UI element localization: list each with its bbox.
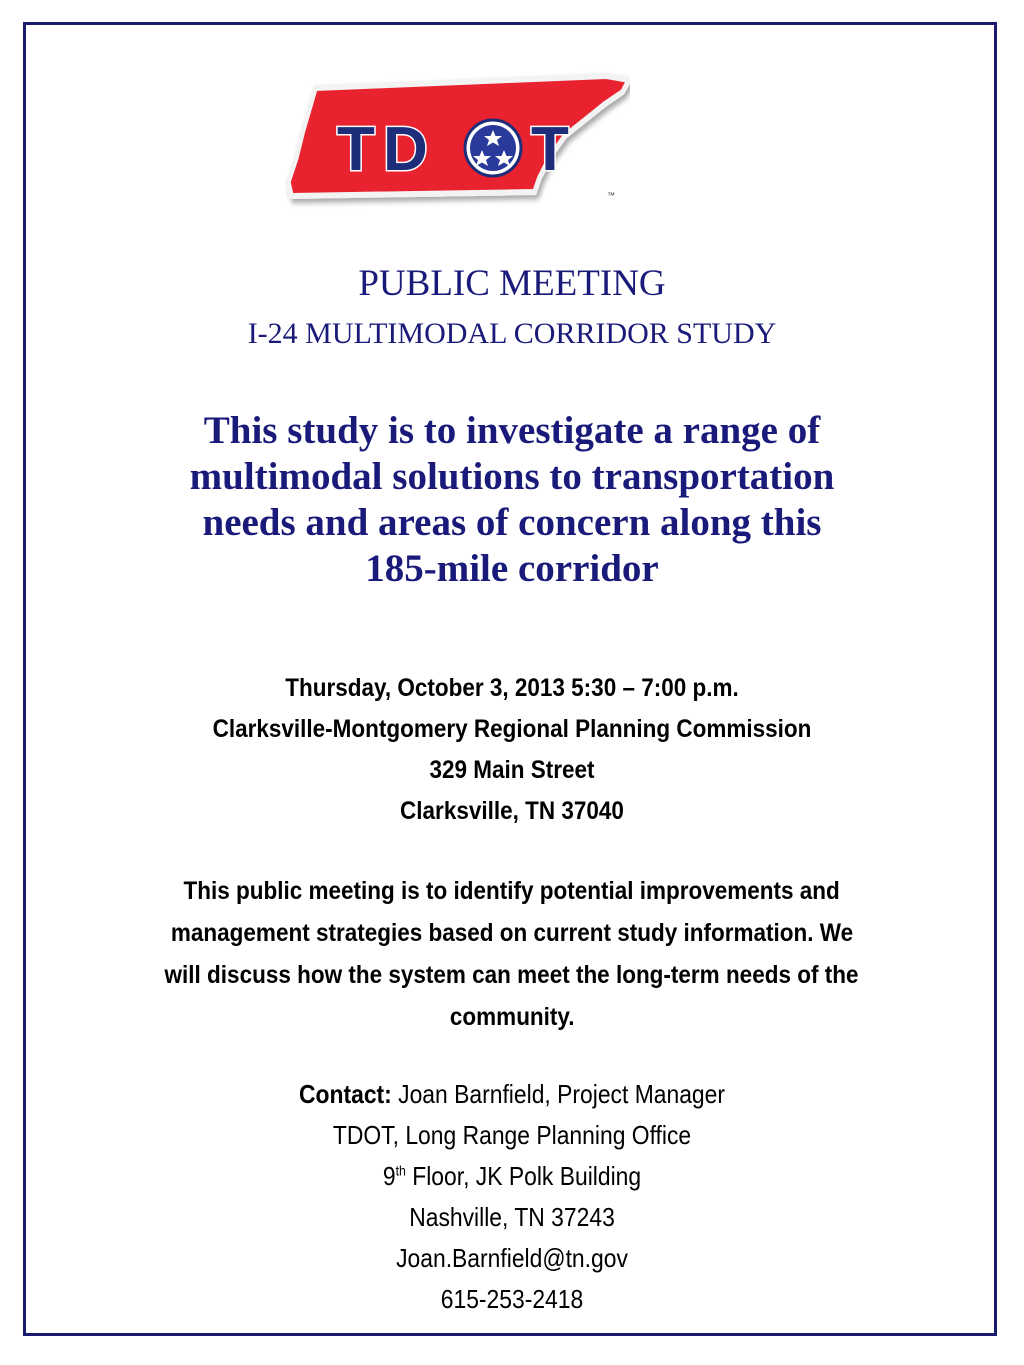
svg-text:T: T bbox=[531, 115, 569, 184]
meeting-details bbox=[0, 668, 1024, 832]
page-subtitle: I-24 MULTIMODAL CORRIDOR STUDY bbox=[247, 317, 777, 350]
contact-label: Contact: bbox=[298, 1079, 392, 1109]
meeting-venue: Clarksville-Montgomery Regional Planning Commission bbox=[212, 715, 812, 743]
contact-floor-number: 9 bbox=[382, 1161, 396, 1191]
purpose-line: This public meeting is to identify potential improvements and bbox=[183, 877, 841, 905]
contact-floor-suffix: th bbox=[395, 1162, 406, 1179]
meeting-street: 329 Main Street bbox=[429, 756, 595, 784]
lead-line: This study is to investigate a range of bbox=[203, 409, 821, 452]
trademark-symbol: ™ bbox=[607, 191, 615, 200]
purpose-line: will discuss how the system can meet the long-term needs of the bbox=[165, 961, 859, 989]
lead-line: needs and areas of concern along this bbox=[202, 501, 822, 544]
lead-line: 185-mile corridor bbox=[365, 547, 659, 590]
purpose-line: management strategies based on current study information. We bbox=[170, 919, 854, 947]
contact-city: Nashville, TN 37243 bbox=[409, 1202, 615, 1232]
study-description bbox=[100, 408, 924, 592]
tennessee-shape-icon bbox=[285, 70, 630, 215]
svg-text:T: T bbox=[337, 115, 375, 184]
lead-line: multimodal solutions to transportation bbox=[189, 455, 835, 498]
contact-phone: 615-253-2418 bbox=[440, 1284, 584, 1314]
meeting-city: Clarksville, TN 37040 bbox=[400, 797, 624, 825]
contact-name: Joan Barnfield, Project Manager bbox=[391, 1079, 726, 1109]
page-title: PUBLIC MEETING bbox=[358, 263, 666, 304]
contact-floor-building: Floor, JK Polk Building bbox=[405, 1161, 642, 1191]
purpose-line: community. bbox=[449, 1003, 575, 1031]
contact-office: TDOT, Long Range Planning Office bbox=[332, 1120, 692, 1150]
svg-text:D: D bbox=[383, 115, 428, 184]
contact-block bbox=[0, 1074, 1024, 1320]
meeting-purpose bbox=[70, 870, 954, 1038]
contact-email[interactable]: Joan.Barnfield@tn.gov bbox=[396, 1243, 628, 1273]
tdot-logo bbox=[285, 70, 630, 215]
meeting-datetime: Thursday, October 3, 2013 5:30 – 7:00 p.m. bbox=[285, 674, 739, 702]
